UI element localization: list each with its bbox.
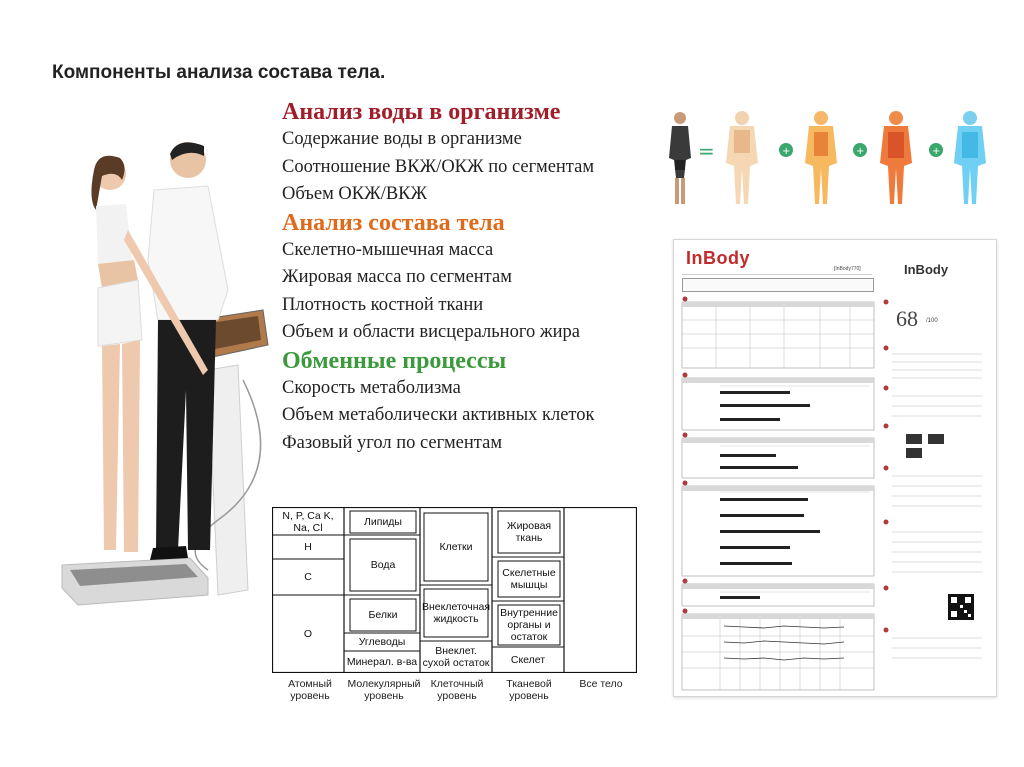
list-item: Соотношение ВКЖ/ОКЖ по сегментам	[282, 156, 595, 177]
atomic-cell: O	[303, 628, 313, 640]
svg-text:=: =	[698, 139, 715, 163]
header-info-box	[682, 278, 874, 292]
level-label-atomic: Атомный уровень	[288, 678, 332, 702]
level-label-molecular: Молекулярный уровень	[347, 678, 421, 702]
analysis-components	[282, 98, 652, 457]
skeleton-figure	[726, 111, 758, 204]
tissue-cell: Жировая ткань	[506, 520, 552, 544]
level-label-cellular: Клеточный уровень	[430, 678, 484, 702]
list-item: Содержание воды в организме	[282, 129, 522, 149]
level-label-whole-body: Все тело	[579, 678, 623, 690]
slide-title: Компоненты анализа состава тела.	[52, 62, 386, 83]
atomic-cell: C	[304, 571, 312, 583]
svg-text:+: +	[782, 146, 791, 157]
water-analysis-heading: Анализ воды в организме	[282, 99, 561, 125]
list-item: Плотность костной ткани	[282, 294, 484, 315]
composition-analysis-heading: Анализ состава тела	[282, 209, 505, 236]
level-label-tissue: Тканевой уровень	[506, 678, 552, 702]
inbody-logo-right: InBody	[904, 262, 949, 277]
list-item: Объем метаболически активных клеток	[282, 405, 595, 425]
metabolism-heading: Обменные процессы	[282, 347, 507, 374]
molecular-cell: Белки	[368, 609, 398, 621]
list-item: Жировая масса по сегментам	[282, 267, 512, 287]
atomic-cell: H	[304, 541, 312, 553]
list-item: Объем ОКЖ/ВКЖ	[282, 184, 428, 204]
svg-text:+: +	[932, 146, 941, 157]
list-item: Скелетно-мышечная масса	[282, 239, 494, 260]
svg-text:+: +	[856, 146, 865, 157]
list-item: Фазовый угол по сегментам	[282, 432, 503, 453]
body-analyzer-photo	[58, 140, 280, 620]
inbody-logo: InBody	[686, 248, 750, 268]
cellular-cell: Внеклеточная жидкость	[421, 601, 491, 625]
metabolism-group	[282, 347, 652, 458]
muscle-figure	[880, 111, 912, 204]
report-right-column	[882, 296, 992, 692]
molecular-cell: Углеводы	[358, 636, 406, 648]
report-score-total: /100	[926, 318, 938, 324]
inbody-report	[673, 239, 997, 697]
molecular-cell: Вода	[370, 559, 396, 571]
person-figure	[669, 112, 691, 204]
water-analysis-group	[282, 98, 652, 209]
organs-figure	[805, 111, 837, 204]
atomic-cell: N, P, Ca K, Na, Cl	[282, 510, 334, 534]
report-model: [InBody770]	[834, 266, 861, 272]
molecular-cell: Липиды	[364, 516, 402, 528]
composition-levels-table	[272, 507, 637, 673]
tissue-cell: Скелет	[510, 654, 546, 666]
composition-levels-labels	[272, 678, 637, 708]
list-item: Объем и области висцерального жира	[282, 322, 580, 342]
header-divider	[682, 274, 872, 275]
cellular-cell: Клетки	[439, 541, 473, 553]
composition-analysis-group	[282, 209, 652, 347]
water-figure	[954, 111, 986, 204]
list-item: Скорость метаболизма	[282, 377, 461, 398]
molecular-cell: Минерал. в-ва	[346, 656, 418, 668]
tissue-cell: Скелетные мышцы	[502, 567, 556, 591]
report-score: 68	[896, 306, 918, 331]
body-layers-illustration	[664, 108, 994, 212]
report-left-column	[680, 296, 880, 692]
cellular-cell: Внеклет. сухой остаток	[422, 645, 490, 669]
tissue-cell: Внутренние органы и остаток	[500, 607, 558, 643]
